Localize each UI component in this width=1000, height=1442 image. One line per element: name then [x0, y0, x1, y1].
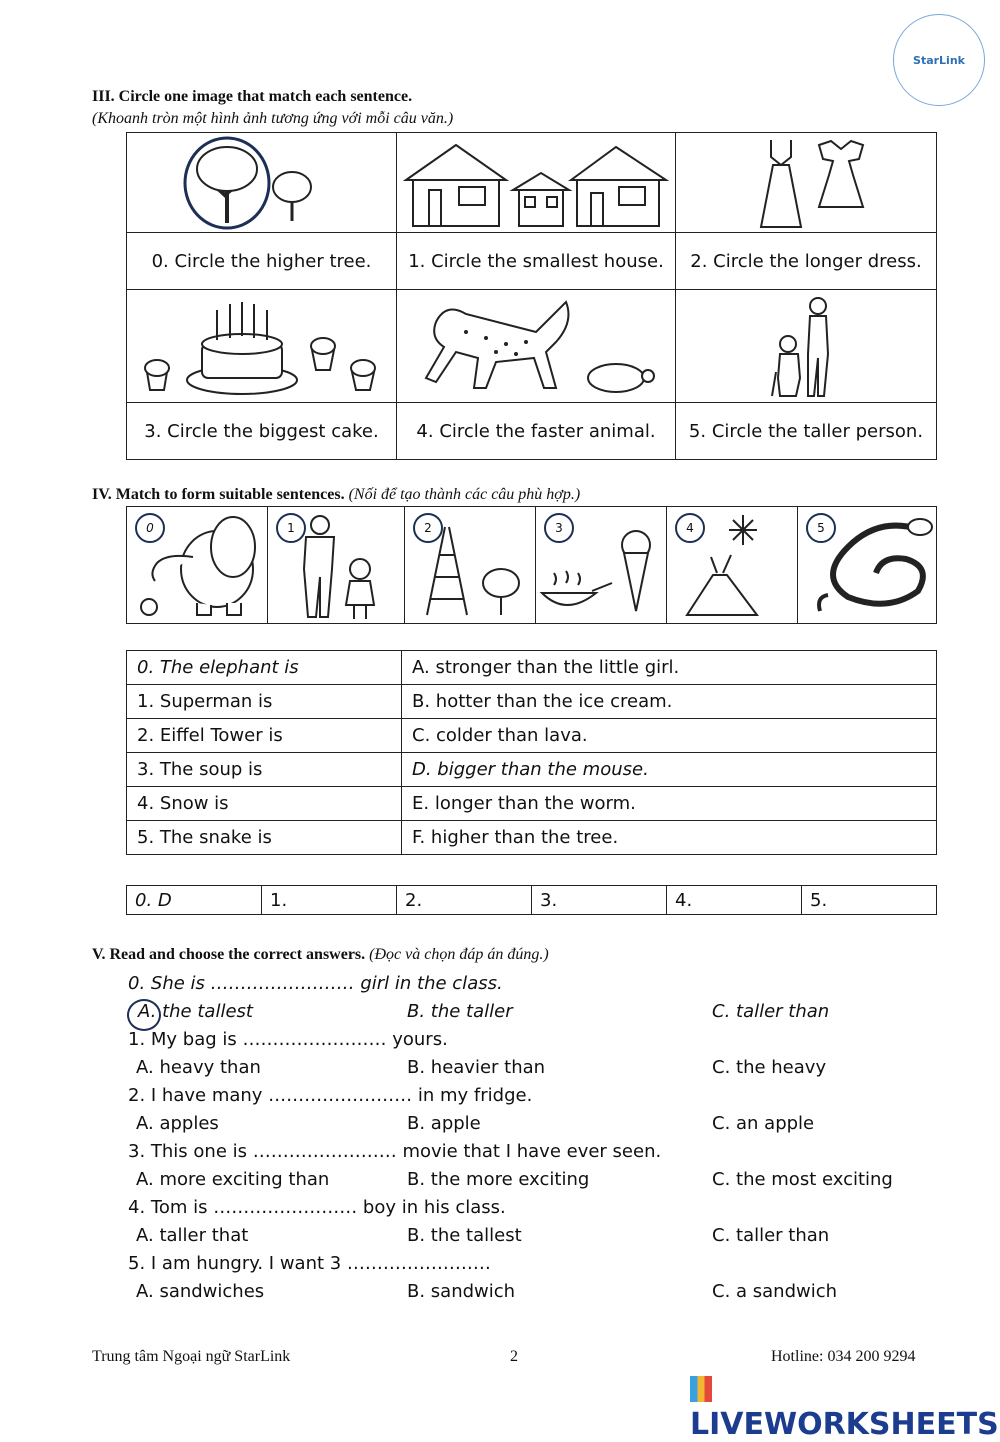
footer-hotline: Hotline: 034 200 9294: [771, 1348, 916, 1365]
table-row: [127, 753, 937, 787]
table-row: [127, 787, 937, 821]
question-2: 2. I have many …………………… in my fridge.: [128, 1085, 533, 1106]
picture-eiffel-tower[interactable]: [405, 507, 536, 624]
option-3-a[interactable]: A. more exciting than: [136, 1169, 330, 1190]
animals-image[interactable]: [397, 290, 676, 403]
picture-number-3: 3: [544, 513, 574, 543]
logo-text: StarLink: [913, 53, 965, 67]
picture-number-1: 1: [276, 513, 306, 543]
section5-subtitle: (Đọc và chọn đáp án đúng.): [369, 946, 549, 963]
match-left-2[interactable]: 2. Eiffel Tower is: [127, 719, 402, 753]
caption-0: 0. Circle the higher tree.: [127, 233, 397, 290]
picture-number-5: 5: [806, 513, 836, 543]
answer-0: 0. D: [127, 886, 262, 915]
option-2-c[interactable]: C. an apple: [712, 1113, 815, 1134]
section4-title: IV. Match to form suitable sentences. (Nối để tạo thành các câu phù hợp.): [92, 486, 581, 503]
match-left-0: 0. The elephant is: [127, 651, 402, 685]
picture-number-2: 2: [413, 513, 443, 543]
option-5-b[interactable]: B. sandwich: [407, 1281, 516, 1302]
match-right-1[interactable]: B. hotter than the ice cream.: [402, 685, 937, 719]
match-table: [126, 650, 937, 855]
table-row: [127, 821, 937, 855]
option-3-c[interactable]: C. the most exciting: [712, 1169, 893, 1190]
option-5-c[interactable]: C. a sandwich: [712, 1281, 838, 1302]
section3-subtitle: (Khoanh tròn một hình ảnh tương ứng với mỗi câu văn.): [92, 110, 454, 127]
trees-image[interactable]: [127, 133, 397, 233]
caption-2: 2. Circle the longer dress.: [676, 233, 937, 290]
picture-soup-icecream[interactable]: [536, 507, 667, 624]
picture-number-4: 4: [675, 513, 705, 543]
picture-snow-lava[interactable]: [667, 507, 798, 624]
picture-snake-worm[interactable]: [798, 507, 937, 624]
caption-1: 1. Circle the smallest house.: [397, 233, 676, 290]
people-image[interactable]: [676, 290, 937, 403]
match-right-0[interactable]: A. stronger than the little girl.: [402, 651, 937, 685]
answer-1[interactable]: 1.: [262, 886, 397, 915]
match-right-2[interactable]: C. colder than lava.: [402, 719, 937, 753]
answer-5[interactable]: 5.: [802, 886, 937, 915]
option-0-b: B. the taller: [407, 1001, 513, 1022]
table-row: [127, 685, 937, 719]
match-left-1[interactable]: 1. Superman is: [127, 685, 402, 719]
answer-4[interactable]: 4.: [667, 886, 802, 915]
caption-5: 5. Circle the taller person.: [676, 403, 937, 460]
caption-4: 4. Circle the faster animal.: [397, 403, 676, 460]
question-1: 1. My bag is …………………… yours.: [128, 1029, 448, 1050]
liveworksheets-watermark: LIVEWORKSHEETS: [690, 1372, 1000, 1442]
table-row: [127, 651, 937, 685]
match-left-4[interactable]: 4. Snow is: [127, 787, 402, 821]
picture-number-0: 0: [135, 513, 165, 543]
dresses-image[interactable]: [676, 133, 937, 233]
page-number: 2: [510, 1348, 518, 1365]
footer-center-name: Trung tâm Ngoại ngữ StarLink: [92, 1348, 291, 1365]
question-0: 0. She is …………………… girl in the class.: [128, 973, 503, 994]
starlink-logo: [893, 14, 985, 106]
answer-row: [126, 885, 937, 915]
match-left-3[interactable]: 3. The soup is: [127, 753, 402, 787]
section3-title: III. Circle one image that match each sentence.: [92, 88, 413, 105]
option-4-b[interactable]: B. the tallest: [407, 1225, 522, 1246]
cakes-image[interactable]: [127, 290, 397, 403]
option-1-a[interactable]: A. heavy than: [136, 1057, 261, 1078]
caption-3: 3. Circle the biggest cake.: [127, 403, 397, 460]
option-4-c[interactable]: C. taller than: [712, 1225, 830, 1246]
option-2-b[interactable]: B. apple: [407, 1113, 481, 1134]
option-3-b[interactable]: B. the more exciting: [407, 1169, 590, 1190]
option-1-c[interactable]: C. the heavy: [712, 1057, 827, 1078]
section3-table: [126, 132, 937, 460]
liveworksheets-logo-icon: [690, 1376, 712, 1402]
question-3: 3. This one is …………………… movie that I have ever seen.: [128, 1141, 662, 1162]
answer-2[interactable]: 2.: [397, 886, 532, 915]
option-1-b[interactable]: B. heavier than: [407, 1057, 546, 1078]
question-5: 5. I am hungry. I want 3 ……………………: [128, 1253, 491, 1274]
match-right-3: D. bigger than the mouse.: [402, 753, 937, 787]
section4-subtitle: (Nối để tạo thành các câu phù hợp.): [348, 486, 581, 503]
option-0-c: C. taller than: [712, 1001, 830, 1022]
option-2-a[interactable]: A. apples: [136, 1113, 219, 1134]
section5-title: V. Read and choose the correct answers. (Đọc và chọn đáp án đúng.): [92, 946, 549, 963]
option-4-a[interactable]: A. taller that: [136, 1225, 249, 1246]
match-left-5[interactable]: 5. The snake is: [127, 821, 402, 855]
match-right-5[interactable]: F. higher than the tree.: [402, 821, 937, 855]
houses-image[interactable]: [397, 133, 676, 233]
option-0-a: A. the tallest: [138, 1001, 253, 1022]
table-row: [127, 719, 937, 753]
match-right-4[interactable]: E. longer than the worm.: [402, 787, 937, 821]
option-5-a[interactable]: A. sandwiches: [136, 1281, 265, 1302]
question-4: 4. Tom is …………………… boy in his class.: [128, 1197, 506, 1218]
picture-elephant[interactable]: [127, 507, 268, 624]
answer-3[interactable]: 3.: [532, 886, 667, 915]
picture-superman[interactable]: [268, 507, 405, 624]
section4-pictures: [126, 506, 937, 624]
